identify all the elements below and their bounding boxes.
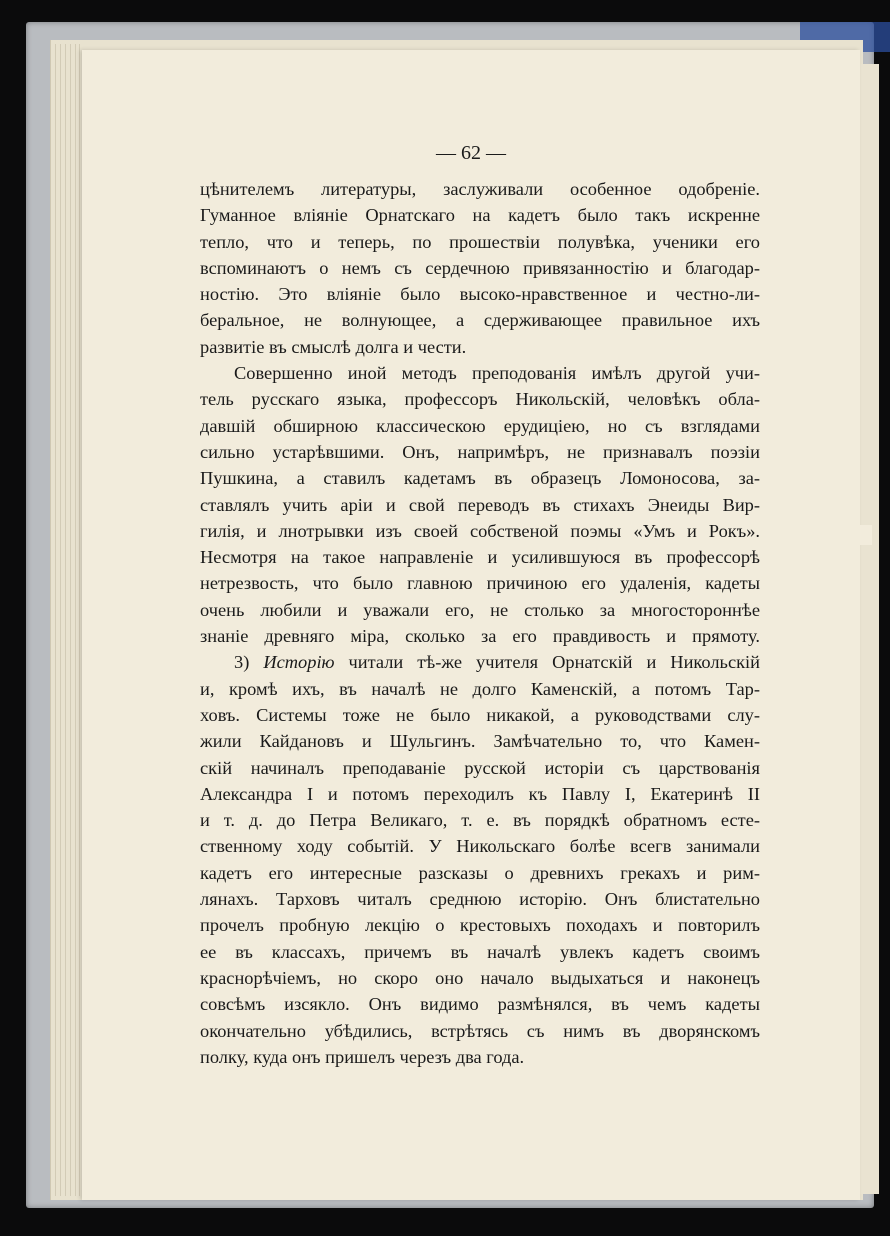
text-line: краснорѣчіемъ, но скоро оно начало выдыхаться и наконецъ [200, 967, 760, 988]
page-edge-layer [75, 44, 76, 1196]
text-line: жили Кайдановъ и Шульгинъ. Замѣчательно то, что Камен- [200, 731, 760, 752]
text-line: нетрезвость, что было главною причиною его удаленія, кадеты [200, 573, 760, 594]
page-edge-layer [79, 44, 80, 1196]
text-line: Совершенно иной методъ преподованія имѣлъ другой учи- [234, 363, 760, 384]
page-edge-layer [55, 44, 56, 1196]
text-line: и т. д. до Петра Великаго, т. е. въ порядкѣ обратномъ есте- [200, 810, 760, 831]
page-notch [858, 525, 872, 545]
text-line: ховъ. Системы тоже не было никакой, а руководствами слу- [200, 704, 760, 725]
text-line: Пушкина, а ставилъ кадетамъ въ образецъ Ломоносова, за- [200, 468, 760, 489]
text-line: очень любили и уважали его, не столько за многостороннѣе [200, 599, 760, 620]
text-line: давшій обширною классическою ерудиціею, но съ взглядами [200, 415, 760, 436]
text-line: ее въ классахъ, причемъ въ началѣ увлекъ кадетъ своимъ [200, 941, 760, 962]
text-line: прочелъ пробную лекцію о крестовыхъ походахъ и повторилъ [200, 915, 760, 936]
text-line: цѣнителемъ литературы, заслуживали особенное одобреніе. [200, 179, 760, 199]
text-line: Несмотря на такое направленіе и усилившуюся въ профессорѣ [200, 547, 760, 568]
text-line: тепло, что и теперь, по прошествіи полувѣка, ученики его [200, 231, 760, 252]
text-line: полку, куда онъ пришелъ черезъ два года. [200, 1046, 525, 1067]
text-line: лянахъ. Тарховъ читалъ среднюю исторію. Онъ блистательно [200, 889, 760, 910]
text-line: знаніе древняго міра, сколько за его правдивость и прямоту. [200, 626, 760, 647]
item-number: 3) [234, 652, 264, 673]
text-line: ностію. Это вліяніе было высоко-нравственное и честно-ли- [200, 284, 760, 305]
text-line: совсѣмъ изсякло. Онъ видимо размѣнялся, въ чемъ кадеты [200, 994, 760, 1015]
next-page-edge [858, 64, 879, 1194]
text-line: тель русскаго языка, профессоръ Никольскій, человѣкъ обла- [200, 389, 760, 410]
page-edge-layer [70, 44, 71, 1196]
text-line: ственному ходу событій. У Никольскаго болѣе всегв занимали [200, 836, 760, 857]
text-line: вспоминаютъ о немъ съ сердечною привязанностію и благодар- [200, 257, 760, 278]
emphasized-word: Исторію [263, 652, 335, 673]
text-line: Гуманное вліяніе Орнатскаго на кадетъ было такъ искренне [200, 205, 760, 226]
text-line: развитіе въ смыслѣ долга и чести. [200, 336, 467, 357]
body-text [200, 176, 760, 1070]
text-line: гилія, и лнотрывки изъ своей собственой поэмы «Умъ и Рокъ». [200, 520, 760, 541]
book-page [82, 50, 860, 1200]
text-line: Александра I и потомъ переходилъ къ Павлу I, Екатеринѣ II [200, 783, 760, 804]
page-number: — 62 — [436, 142, 506, 164]
text-line: сильно устарѣвшими. Онъ, напримѣръ, не признавалъ поэзіи [200, 441, 760, 462]
item-text: читали тѣ-же учителя Орнатскій и Никольскій [334, 652, 760, 673]
text-line: окончательно убѣдились, встрѣтясь съ нимъ въ дворянскомъ [200, 1020, 760, 1041]
page-edge-layer [65, 44, 66, 1196]
text-line: ставлялъ учить аріи и свой переводъ въ стихахъ Энеиды Вир- [200, 494, 760, 515]
text-line: беральное, не волнующее, а сдерживающее правильное ихъ [200, 310, 760, 331]
page-edge-layer [60, 44, 61, 1196]
text-line: и, кромѣ ихъ, въ началѣ не долго Каменскій, а потомъ Тар- [200, 678, 760, 699]
text-line: скій начиналъ преподаваніе русской исторіи съ царствованія [200, 757, 760, 778]
text-line: кадетъ его интересные разсказы о древнихъ грекахъ и рим- [200, 862, 760, 883]
text-line-item-3 [200, 649, 760, 675]
